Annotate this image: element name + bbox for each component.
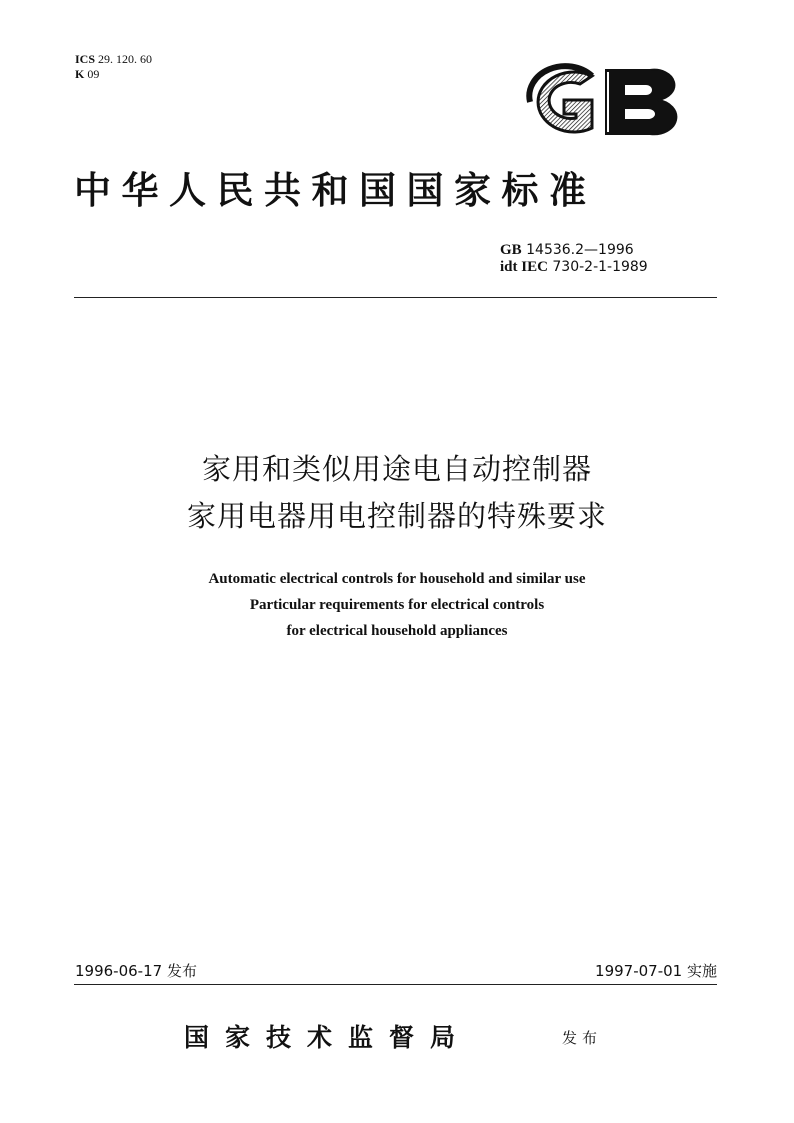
class-value: 09 <box>87 67 100 81</box>
english-title-line-2: Particular requirements for electrical controls <box>249 597 545 613</box>
english-title <box>74 566 720 644</box>
ics-value: 29. 120. 60 <box>98 52 153 66</box>
national-standard-title: 中华人民共和国国家标准 <box>74 168 597 212</box>
classification-block <box>75 52 152 82</box>
publisher-suffix: 发布 <box>562 1029 603 1047</box>
standard-number-prefix: GB <box>500 242 522 258</box>
implementation-date: 1997-07-01 实施 <box>595 962 717 980</box>
idt-number: 730-2-1-1989 <box>552 259 648 275</box>
standard-number-value: 14536.2—1996 <box>526 242 634 258</box>
standard-number-block <box>500 242 716 276</box>
standard-number <box>500 242 716 259</box>
class-label: K <box>75 67 85 81</box>
class-code <box>75 67 152 82</box>
english-title-line-3: for electrical household appliances <box>286 623 508 639</box>
english-title-line-1: Automatic electrical controls for household and similar use <box>208 571 586 587</box>
chinese-title <box>74 446 720 540</box>
chinese-title-line-2: 家用电器用电控制器的特殊要求 <box>186 499 607 533</box>
idt-prefix: idt IEC <box>500 259 548 275</box>
publisher-name: 国家技术监督局 <box>184 1023 472 1052</box>
chinese-title-line-1: 家用和类似用途电自动控制器 <box>201 452 592 486</box>
issue-date: 1996-06-17 发布 <box>75 962 197 980</box>
gb-logo-icon <box>522 62 678 142</box>
idt-reference <box>500 259 716 276</box>
bottom-divider <box>74 984 717 985</box>
gb-logo <box>522 62 678 142</box>
top-divider <box>74 297 717 298</box>
ics-label: ICS <box>75 52 96 66</box>
ics-code <box>75 52 152 67</box>
